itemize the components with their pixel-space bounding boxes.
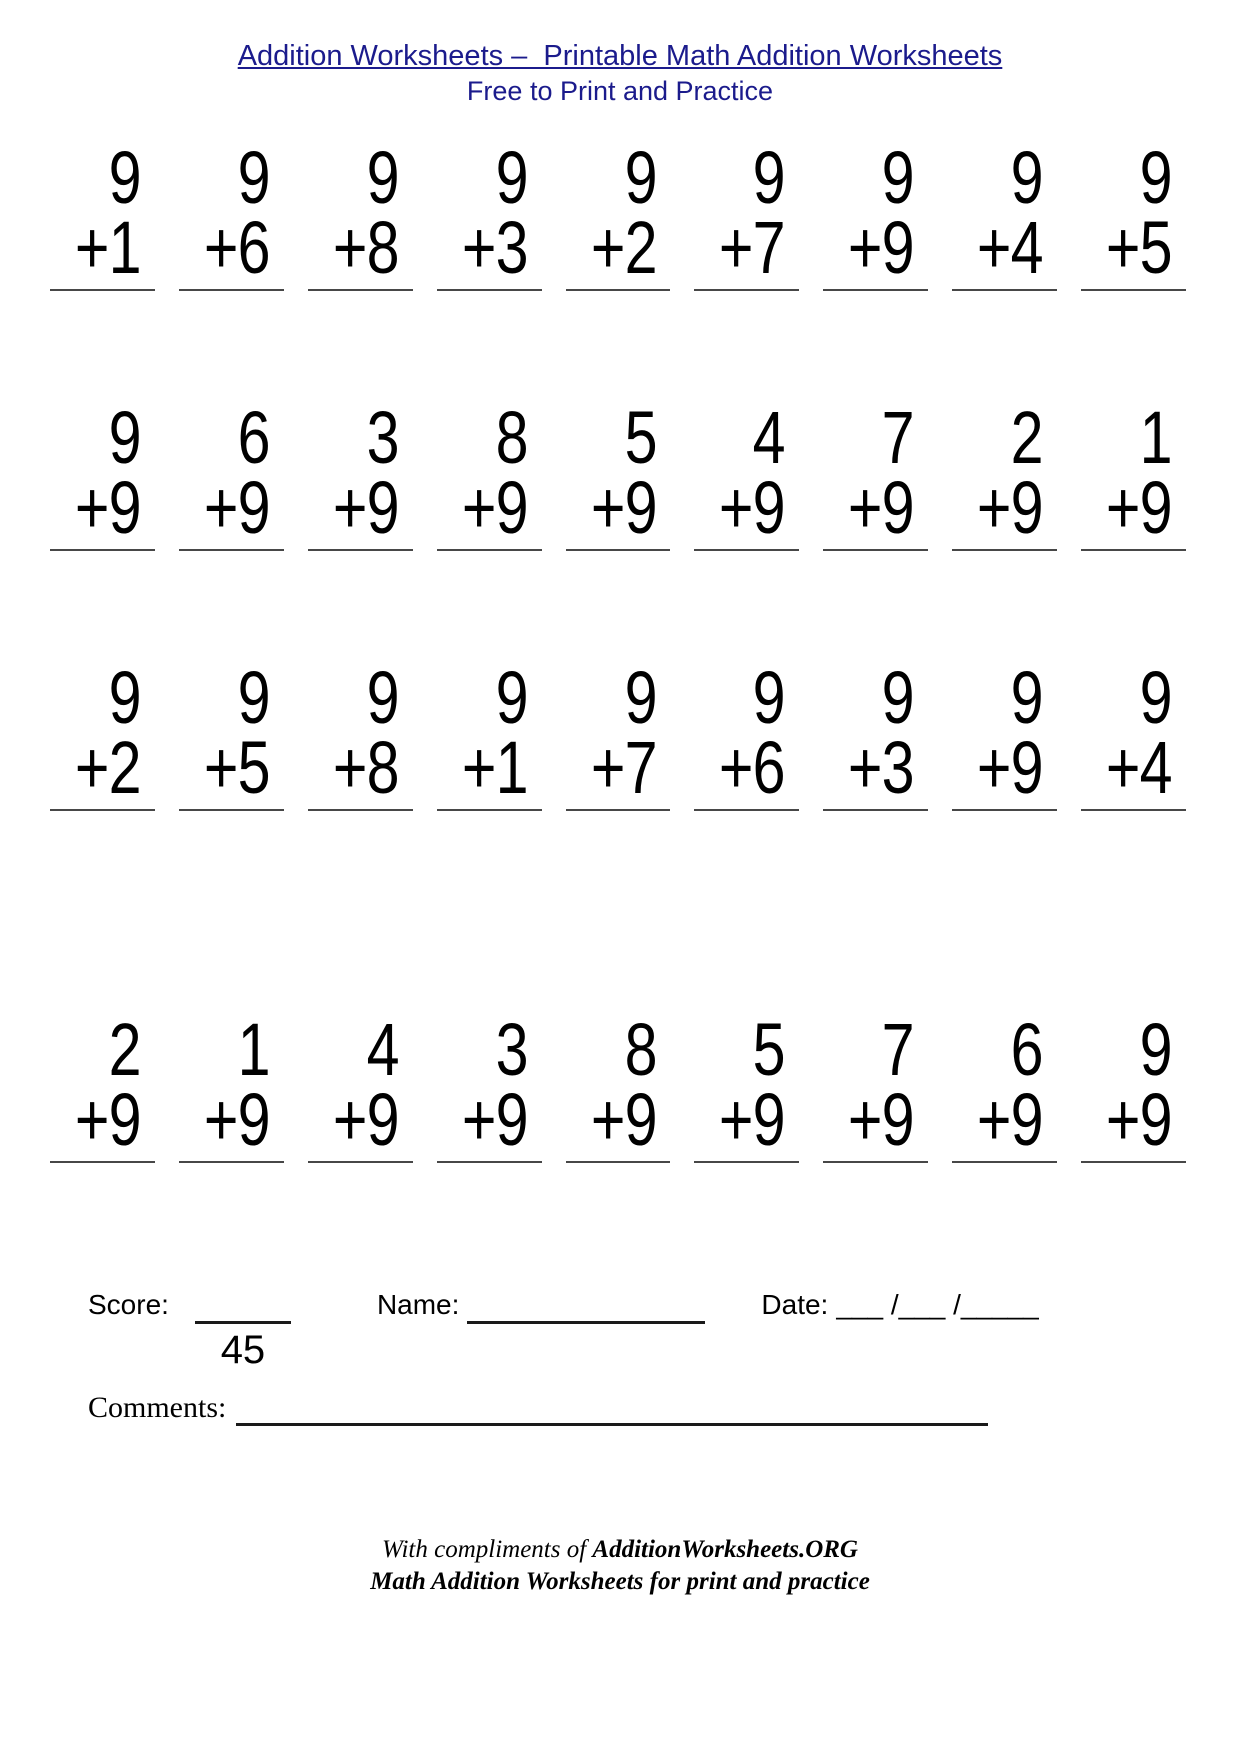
addend-bottom: +9 — [719, 466, 786, 549]
addend-top: 9 — [108, 396, 141, 479]
addition-problem — [175, 136, 288, 291]
addition-problem — [948, 656, 1061, 811]
addend-bottom: +2 — [74, 726, 141, 809]
comments-label: Comments: — [88, 1391, 227, 1424]
addition-problem — [304, 136, 417, 291]
name-blank[interactable] — [467, 1289, 705, 1324]
answer-blank[interactable] — [694, 809, 799, 811]
addition-problem — [433, 1008, 546, 1163]
addition-problem — [948, 136, 1061, 291]
addend-bottom: +9 — [74, 466, 141, 549]
addend-top: 9 — [753, 136, 786, 219]
addend-top: 9 — [881, 136, 915, 219]
addition-problem — [46, 136, 159, 291]
addend-bottom: +9 — [977, 1078, 1043, 1161]
addition-problem — [46, 1008, 159, 1163]
addend-top: 2 — [1010, 396, 1043, 479]
addend-bottom: +1 — [74, 206, 141, 289]
answer-blank[interactable] — [1081, 289, 1186, 291]
addend-bottom: +9 — [332, 1078, 399, 1161]
addend-top: 9 — [366, 136, 399, 219]
addition-problem — [304, 1008, 417, 1163]
credits-site: AdditionWorksheets.ORG — [592, 1536, 858, 1563]
addend-top: 9 — [753, 656, 786, 739]
addend-bottom: +3 — [461, 206, 528, 289]
addend-top: 9 — [1139, 136, 1172, 219]
addition-problem — [1077, 136, 1190, 291]
addend-bottom: +9 — [203, 466, 270, 549]
addend-bottom: +9 — [461, 466, 528, 549]
answer-blank[interactable] — [566, 549, 671, 551]
score-value: 45 — [220, 1328, 266, 1372]
score-label: Score: — [88, 1289, 169, 1320]
addend-top: 3 — [366, 396, 399, 479]
addend-top: 9 — [881, 656, 915, 739]
footer-credits — [0, 1534, 1240, 1598]
addition-problem — [690, 656, 803, 811]
answer-blank[interactable] — [308, 809, 413, 811]
addition-problem — [433, 136, 546, 291]
answer-blank[interactable] — [50, 809, 155, 811]
addition-problem — [819, 1008, 932, 1163]
answer-blank[interactable] — [566, 809, 671, 811]
addend-top: 9 — [495, 136, 528, 219]
addend-bottom: +9 — [332, 466, 399, 549]
addend-bottom: +9 — [719, 1078, 786, 1161]
addend-top: 8 — [495, 396, 528, 479]
addition-problem — [175, 396, 288, 551]
score-blank[interactable] — [195, 1289, 291, 1324]
addition-problem — [304, 396, 417, 551]
date-label: Date: — [761, 1289, 829, 1320]
answer-blank[interactable] — [952, 809, 1057, 811]
addend-bottom: +7 — [590, 726, 657, 809]
credits-line2: Math Addition Worksheets for print and practice — [370, 1568, 870, 1595]
answer-blank[interactable] — [179, 549, 284, 551]
addend-top: 9 — [624, 656, 657, 739]
answer-blank[interactable] — [823, 289, 928, 291]
addend-top: 4 — [366, 1008, 399, 1091]
score-group — [195, 1289, 291, 1373]
addend-top: 6 — [237, 396, 270, 479]
answer-blank[interactable] — [179, 809, 284, 811]
answer-blank[interactable] — [566, 1161, 671, 1163]
addend-bottom: +9 — [848, 1078, 915, 1161]
addition-problem — [819, 136, 932, 291]
worksheet-subtitle: Free to Print and Practice — [466, 76, 774, 106]
answer-blank[interactable] — [308, 289, 413, 291]
addend-bottom: +3 — [848, 726, 915, 809]
answer-blank[interactable] — [50, 549, 155, 551]
addition-problem — [819, 656, 932, 811]
addition-problem — [948, 1008, 1061, 1163]
addend-bottom: +8 — [332, 206, 399, 289]
addition-problem — [562, 656, 675, 811]
addition-problem — [46, 396, 159, 551]
answer-blank[interactable] — [566, 289, 671, 291]
addition-problem — [175, 1008, 288, 1163]
answer-blank[interactable] — [694, 549, 799, 551]
date-blanks[interactable]: ___ /___ /_____ — [836, 1289, 1039, 1320]
addition-problem — [948, 396, 1061, 551]
worksheet-header — [0, 0, 1240, 107]
addend-bottom: +4 — [977, 206, 1043, 289]
addition-problem — [46, 656, 159, 811]
addend-bottom: +9 — [590, 466, 657, 549]
problems-row-2 — [46, 396, 1190, 551]
answer-blank[interactable] — [50, 1161, 155, 1163]
answer-blank[interactable] — [179, 1161, 284, 1163]
addend-top: 3 — [495, 1008, 528, 1091]
answer-blank[interactable] — [437, 549, 542, 551]
answer-blank[interactable] — [823, 1161, 928, 1163]
name-label: Name: — [376, 1289, 460, 1320]
comments-blank[interactable] — [236, 1391, 988, 1426]
addend-top: 9 — [1010, 656, 1043, 739]
answer-blank[interactable] — [1081, 1161, 1186, 1163]
addend-bottom: +9 — [977, 726, 1043, 809]
addition-problem — [562, 136, 675, 291]
addend-bottom: +7 — [719, 206, 786, 289]
addition-problem — [1077, 1008, 1190, 1163]
answer-blank[interactable] — [437, 1161, 542, 1163]
addend-top: 9 — [366, 656, 399, 739]
addend-top: 9 — [237, 136, 270, 219]
answer-blank[interactable] — [694, 289, 799, 291]
addend-top: 5 — [753, 1008, 786, 1091]
addend-bottom: +4 — [1105, 726, 1172, 809]
addend-top: 9 — [108, 656, 141, 739]
addend-top: 7 — [881, 396, 915, 479]
answer-blank[interactable] — [694, 1161, 799, 1163]
addend-top: 4 — [753, 396, 786, 479]
addition-problem — [1077, 656, 1190, 811]
addend-bottom: +9 — [590, 1078, 657, 1161]
addend-bottom: +6 — [719, 726, 786, 809]
addend-bottom: +9 — [977, 466, 1043, 549]
answer-blank[interactable] — [308, 549, 413, 551]
addition-problem — [819, 396, 932, 551]
answer-blank[interactable] — [823, 549, 928, 551]
addend-top: 9 — [1139, 1008, 1172, 1091]
addition-problem — [433, 396, 546, 551]
addition-problem — [304, 656, 417, 811]
worksheet-title-link[interactable]: Addition Worksheets – Printable Math Addition Worksheets — [237, 40, 1003, 72]
addition-problem — [562, 1008, 675, 1163]
addend-bottom: +9 — [1105, 466, 1172, 549]
addend-bottom: +9 — [1105, 1078, 1172, 1161]
addend-top: 9 — [237, 656, 270, 739]
problems-row-4 — [46, 1008, 1190, 1163]
addend-top: 7 — [881, 1008, 915, 1091]
addend-top: 9 — [624, 136, 657, 219]
addend-top: 9 — [1010, 136, 1043, 219]
answer-blank[interactable] — [179, 289, 284, 291]
addend-top: 1 — [237, 1008, 270, 1091]
answer-blank[interactable] — [952, 289, 1057, 291]
addend-bottom: +2 — [590, 206, 657, 289]
addend-bottom: +5 — [1105, 206, 1172, 289]
addition-problem — [175, 656, 288, 811]
worksheet-fields — [0, 1289, 1240, 1373]
addend-top: 2 — [108, 1008, 141, 1091]
comments-row — [0, 1391, 1240, 1426]
addition-problem — [690, 1008, 803, 1163]
problems-grid — [46, 136, 1190, 1163]
addend-bottom: +1 — [461, 726, 528, 809]
addition-problem — [562, 396, 675, 551]
addend-bottom: +9 — [203, 1078, 270, 1161]
addition-problem — [1077, 396, 1190, 551]
addend-top: 1 — [1139, 396, 1172, 479]
addend-bottom: +9 — [461, 1078, 528, 1161]
credits-line1 — [0, 1534, 1240, 1566]
addend-bottom: +9 — [848, 466, 915, 549]
addend-top: 6 — [1010, 1008, 1043, 1091]
answer-blank[interactable] — [952, 1161, 1057, 1163]
answer-blank[interactable] — [308, 1161, 413, 1163]
answer-blank[interactable] — [1081, 549, 1186, 551]
credits-prefix: With compliments of — [382, 1536, 593, 1563]
addend-bottom: +5 — [203, 726, 270, 809]
answer-blank[interactable] — [1081, 809, 1186, 811]
addend-top: 5 — [624, 396, 657, 479]
addition-problem — [690, 396, 803, 551]
addend-top: 9 — [108, 136, 141, 219]
answer-blank[interactable] — [823, 809, 928, 811]
addend-top: 9 — [495, 656, 528, 739]
answer-blank[interactable] — [50, 289, 155, 291]
answer-blank[interactable] — [437, 289, 542, 291]
addend-bottom: +8 — [332, 726, 399, 809]
addition-problem — [433, 656, 546, 811]
addend-bottom: +6 — [203, 206, 270, 289]
addend-bottom: +9 — [74, 1078, 141, 1161]
problems-row-3 — [46, 656, 1190, 811]
answer-blank[interactable] — [952, 549, 1057, 551]
addend-bottom: +9 — [848, 206, 915, 289]
answer-blank[interactable] — [437, 809, 542, 811]
addition-problem — [690, 136, 803, 291]
problems-row-1 — [46, 136, 1190, 291]
addend-top: 9 — [1139, 656, 1172, 739]
addend-top: 8 — [624, 1008, 657, 1091]
